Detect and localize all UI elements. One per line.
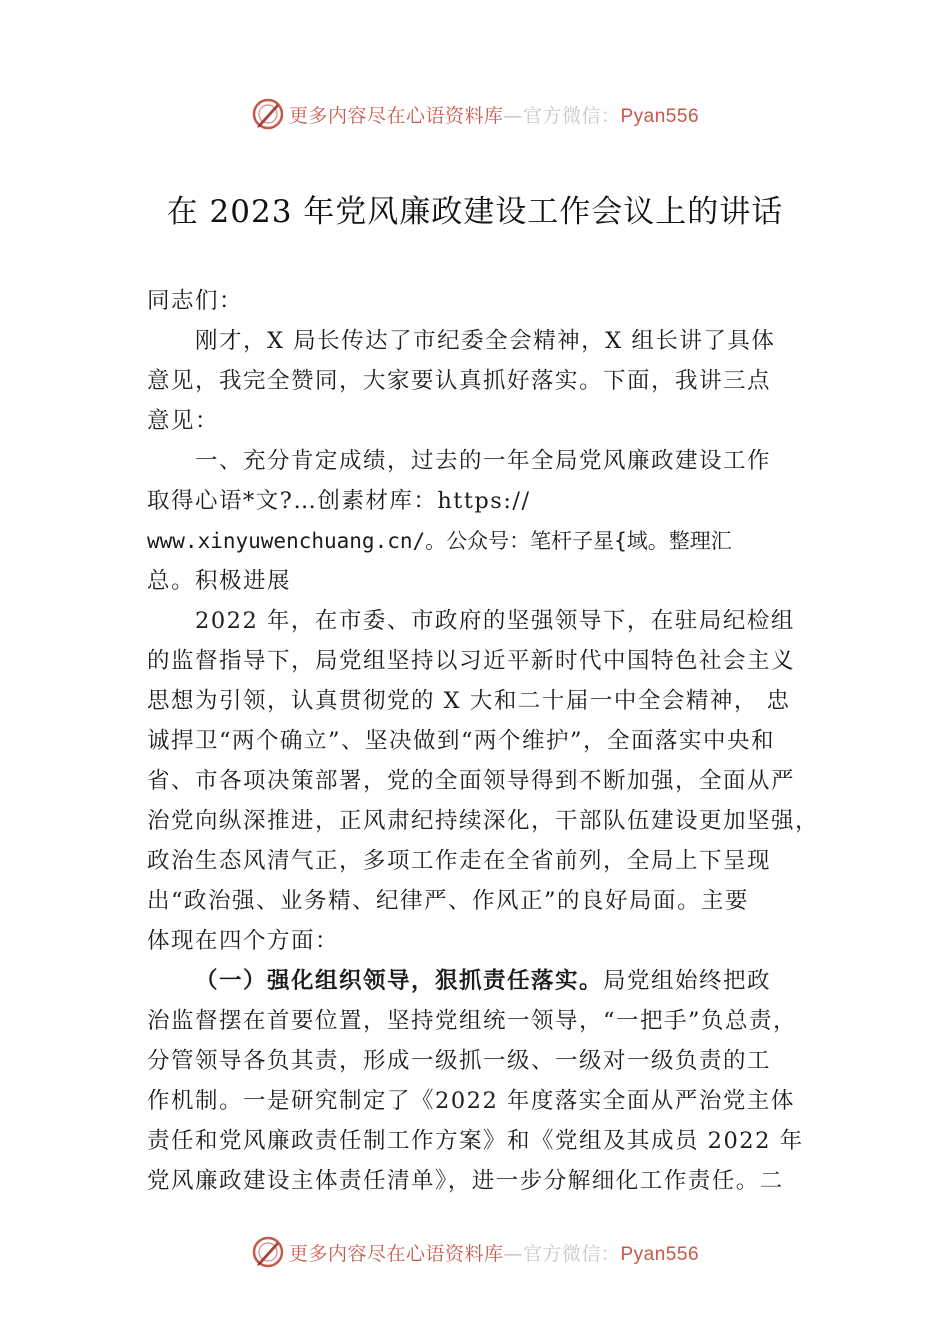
paragraph-line: 的监督指导下，局党组坚持以习近平新时代中国特色社会主义	[147, 648, 796, 674]
paragraph-line: 体现在四个方面：	[147, 928, 340, 954]
paragraph-line: 治监督摆在首要位置，坚持党组统一领导，“一把手”负总责，	[147, 1008, 798, 1034]
paragraph-line: 总。积极进展	[147, 568, 292, 594]
paragraph-line: 意见，我完全赞同，大家要认真抓好落实。下面，我讲三点	[147, 368, 772, 394]
paragraph-line: 作机制。一是研究制定了《2022 年度落实全面从严治党主体	[147, 1088, 795, 1114]
pen-circle-icon	[251, 97, 285, 131]
paragraph-line: 诚捍卫“两个确立”、坚决做到“两个维护”，全面落实中央和	[147, 728, 776, 754]
paragraph-line: 分管领导各负其责，形成一级抓一级、一级对一级负责的工	[147, 1048, 772, 1074]
paragraph-line: 出“政治强、业务精、纪律严、作风正”的良好局面。主要	[147, 888, 750, 914]
paragraph-line: 思想为引领，认真贯彻党的 X 大和二十届一中全会精神， 忠	[147, 688, 791, 714]
pen-circle-icon	[251, 1235, 285, 1269]
paragraph-line: 责任和党风廉政责任制工作方案》和《党组及其成员 2022 年	[147, 1128, 804, 1154]
paragraph-line: www.xinyuwenchuang.cn/。公众号：笔杆子星{域。整理汇	[147, 529, 732, 553]
paragraph-line: 取得心语*文?…创素材库：https://	[147, 488, 531, 514]
subsection-heading: （一）强化组织领导，狠抓责任落实。	[195, 968, 604, 994]
paragraph-line: 治党向纵深推进，正风肃纪持续深化，干部队伍建设更加坚强，	[147, 808, 820, 834]
header-banner	[0, 94, 950, 134]
banner-text: 更多内容尽在心语资料库—官方微信：Pyan556	[288, 1242, 700, 1265]
section-heading-line: 一、充分肯定成绩，过去的一年全局党风廉政建设工作	[195, 448, 772, 474]
banner-text: 更多内容尽在心语资料库—官方微信：Pyan556	[288, 104, 700, 127]
paragraph-line: 政治生态风清气正，多项工作走在全省前列，全局上下呈现	[147, 848, 772, 874]
footer-banner	[0, 1232, 950, 1272]
subsection-line	[195, 966, 771, 996]
paragraph-line: 刚才，X 局长传达了市纪委全会精神，X 组长讲了具体	[195, 328, 776, 354]
paragraph-line: 2022 年，在市委、市政府的坚强领导下，在驻局纪检组	[195, 608, 795, 634]
subsection-text: 局党组始终把政	[603, 968, 772, 994]
paragraph-line: 意见：	[147, 408, 220, 434]
paragraph-line: 省、市各项决策部署，党的全面领导得到不断加强，全面从严	[147, 768, 796, 794]
paragraph-line: 同志们：	[147, 288, 244, 314]
paragraph-line: 党风廉政建设主体责任清单》，进一步分解细化工作责任。二	[147, 1168, 784, 1194]
document-title: 在 2023 年党风廉政建设工作会议上的讲话	[166, 194, 784, 230]
